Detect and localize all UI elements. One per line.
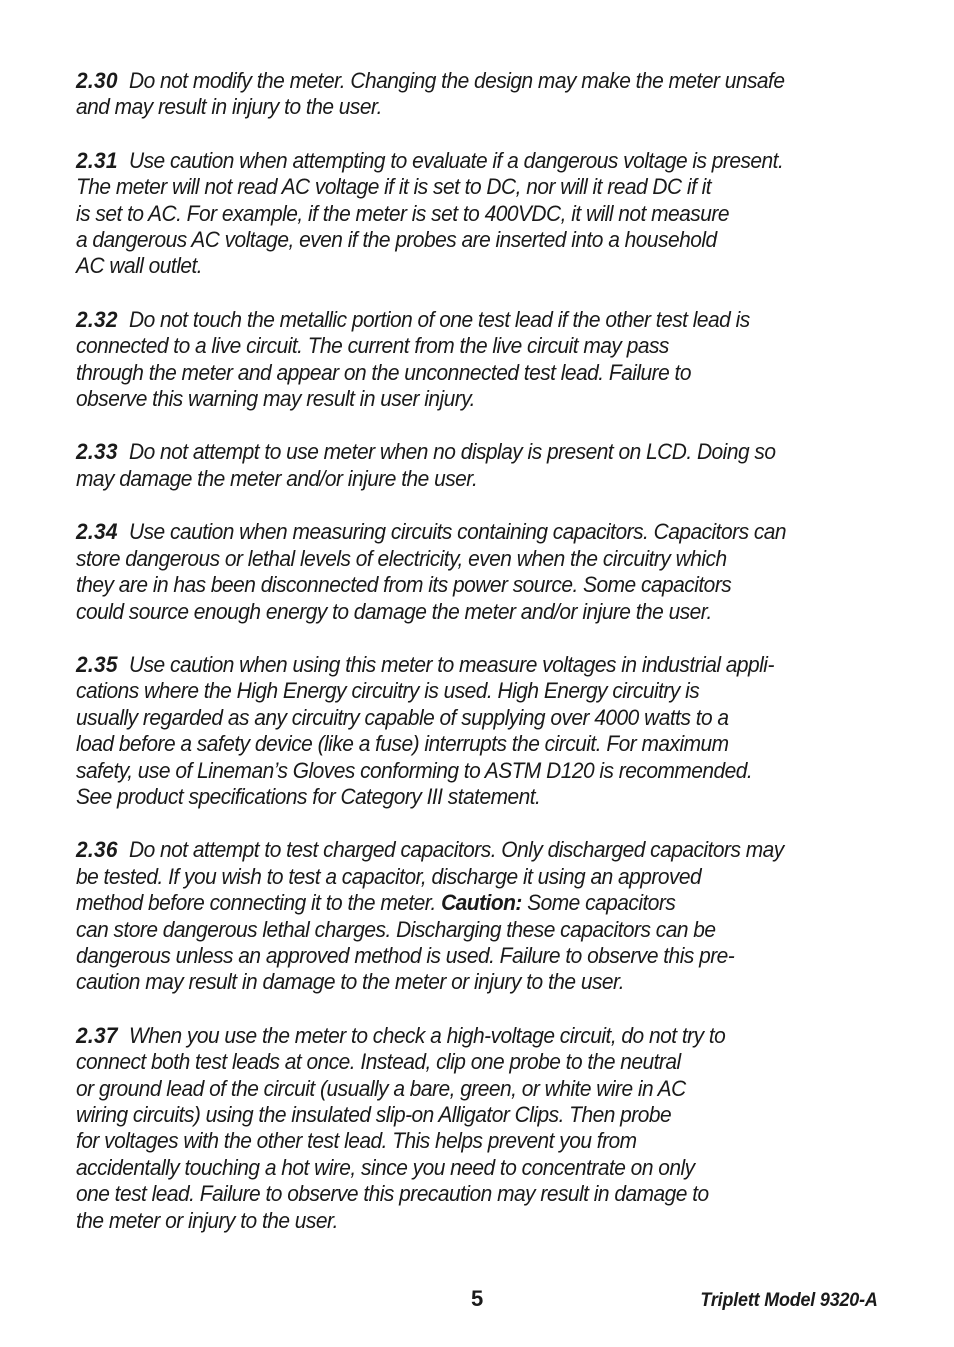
item-text-line: When you use the meter to check a high-voltage circuit, do not try to	[129, 1022, 726, 1048]
item-text-line-with-caution	[76, 890, 933, 916]
item-number: 2.35	[76, 651, 118, 677]
item-text-line: a dangerous AC voltage, even if the probes are inserted into a household	[76, 227, 717, 253]
item-text-line: or ground lead of the circuit (usually a bare, green, or white wire in AC	[76, 1075, 686, 1101]
item-text-line: can store dangerous lethal charges. Discharging these capacitors can be	[76, 916, 716, 942]
item-text-line: usually regarded as any circuitry capable of supplying over 4000 watts to a	[76, 704, 729, 730]
item-text-line: Use caution when attempting to evaluate if a dangerous voltage is present.	[129, 147, 784, 173]
item-number: 2.30	[76, 68, 118, 93]
item-text-line: Do not touch the metallic portion of one test lead if the other test lead is	[129, 306, 750, 332]
list-item	[76, 1023, 933, 1234]
item-text-line: they are in has been disconnected from its power source. Some capacitors	[76, 572, 732, 598]
list-item	[76, 148, 933, 280]
item-text-line: Do not attempt to use meter when no display is present on LCD. Doing so	[129, 439, 776, 465]
caution-label: Caution:	[441, 890, 522, 916]
item-text-segment: Some capacitors	[527, 890, 676, 916]
page-footer	[0, 1286, 954, 1316]
item-text-line: caution may result in damage to the meter or injury to the user.	[76, 969, 625, 995]
item-text-line: observe this warning may result in user injury.	[76, 386, 475, 412]
list-item	[76, 652, 933, 810]
item-text-line: AC wall outlet.	[76, 253, 203, 279]
item-text-line: be tested. If you wish to test a capacitor, discharge it using an approved	[76, 863, 702, 889]
item-text-line: safety, use of Lineman’s Gloves conforming to ASTM D120 is recommended.	[76, 757, 753, 783]
list-item	[76, 307, 933, 413]
item-text-line: is set to AC. For example, if the meter is set to 400VDC, it will not measure	[76, 200, 729, 226]
item-number: 2.32	[76, 306, 118, 332]
page-number: 5	[471, 1286, 484, 1311]
item-text-line: may damage the meter and/or injure the user.	[76, 465, 478, 491]
item-text-line: The meter will not read AC voltage if it is set to DC, nor will it read DC if it	[76, 174, 712, 200]
list-item	[76, 837, 933, 995]
item-number: 2.33	[76, 439, 118, 465]
item-number: 2.36	[76, 837, 118, 863]
model-name: Triplett Model 9320-A	[700, 1289, 878, 1311]
list-item	[76, 519, 933, 625]
item-text-line: Do not attempt to test charged capacitors. Only discharged capacitors may	[129, 837, 784, 863]
item-text-line: through the meter and appear on the unconnected test lead. Failure to	[76, 359, 691, 385]
item-text-line: See product specifications for Category III statement.	[76, 783, 541, 809]
item-number: 2.34	[76, 519, 118, 545]
item-text-line: load before a safety device (like a fuse) interrupts the circuit. For maximum	[76, 731, 729, 757]
item-text-line: and may result in injury to the user.	[76, 94, 382, 120]
item-number: 2.31	[76, 147, 118, 173]
item-text-line: for voltages with the other test lead. This helps prevent you from	[76, 1128, 637, 1154]
item-text-segment: method before connecting it to the meter.	[76, 890, 436, 916]
item-text-line: the meter or injury to the user.	[76, 1207, 338, 1233]
item-text-line: accidentally touching a hot wire, since you need to concentrate on only	[76, 1154, 695, 1180]
item-text-line: dangerous unless an approved method is used. Failure to observe this pre-	[76, 942, 735, 968]
item-text-line: one test lead. Failure to observe this precaution may result in damage to	[76, 1181, 709, 1207]
item-text-line: connected to a live circuit. The current from the live circuit may pass	[76, 333, 669, 359]
item-text-line: wiring circuits) using the insulated slip-on Alligator Clips. Then probe	[76, 1102, 672, 1127]
item-text-line: Use caution when using this meter to measure voltages in industrial appli-	[129, 651, 774, 677]
safety-list	[76, 68, 886, 1261]
item-text-line: cations where the High Energy circuitry is used. High Energy circuitry is	[76, 678, 700, 704]
item-text-line: Do not modify the meter. Changing the design may make the meter unsafe	[129, 68, 785, 93]
item-text-line: store dangerous or lethal levels of electricity, even when the circuitry which	[76, 545, 727, 571]
item-number: 2.37	[76, 1022, 118, 1048]
list-item	[76, 439, 933, 492]
item-text-line: could source enough energy to damage the meter and/or injure the user.	[76, 598, 712, 624]
item-text-line: Use caution when measuring circuits containing capacitors. Capacitors can	[129, 519, 787, 545]
list-item	[76, 68, 933, 121]
item-text-line: connect both test leads at once. Instead, clip one probe to the neutral	[76, 1049, 681, 1075]
